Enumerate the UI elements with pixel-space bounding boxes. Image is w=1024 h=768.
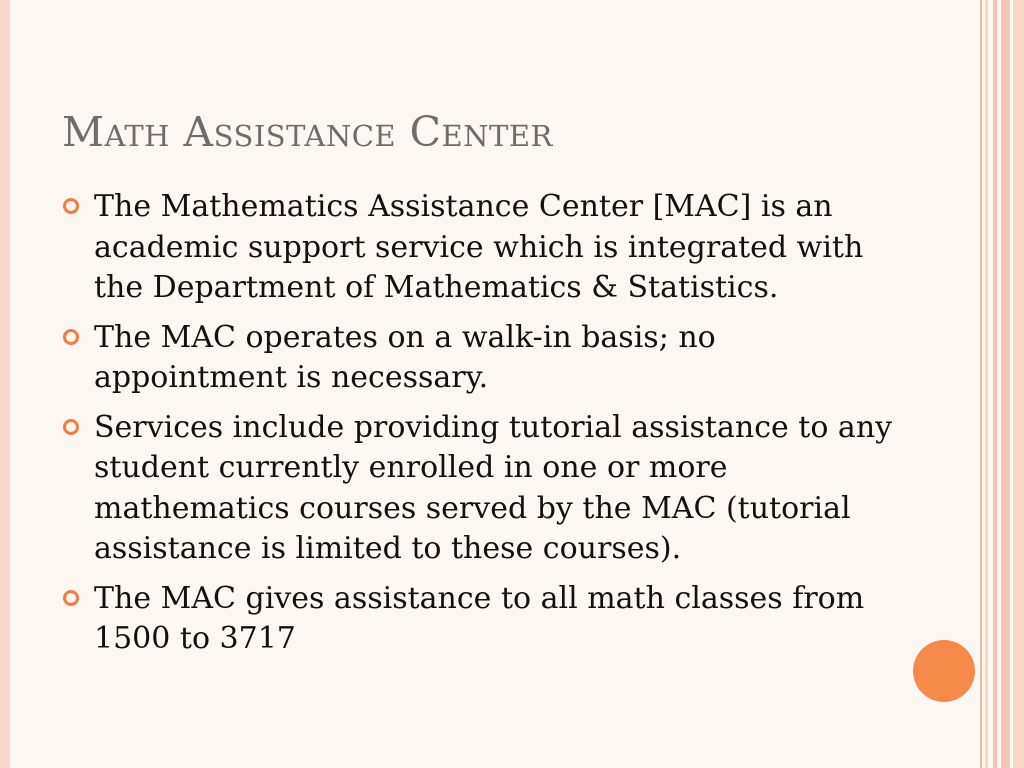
ring-bullet-icon: [63, 590, 79, 606]
orange-circle-icon: [913, 640, 975, 702]
stripe: [985, 0, 988, 768]
bullet-item: [62, 318, 912, 399]
bullet-item: [62, 579, 912, 660]
left-decorative-bar: [0, 0, 10, 768]
bullet-item: [62, 187, 912, 309]
ring-bullet-icon: [63, 329, 79, 345]
bullet-item: [62, 408, 912, 570]
bullet-text: The Mathematics Assistance Center [MAC] is an academic support service which is integrated with the Department of Mathematics & Statistics.: [94, 189, 864, 305]
right-decorative-stripes: [980, 0, 1024, 768]
stripe: [1013, 0, 1024, 768]
bullet-list: [62, 187, 912, 669]
bullet-text: The MAC gives assistance to all math classes from 1500 to 3717: [94, 580, 865, 656]
bullet-text: Services include providing tutorial assistance to any student currently enrolled in one or more mathematics courses served by the MAC (tutorial assistance is limited to these courses).: [94, 409, 893, 566]
stripe: [1001, 0, 1010, 768]
ring-bullet-icon: [63, 198, 79, 214]
stripe: [980, 0, 982, 768]
slide-title: Math Assistance Center: [62, 108, 553, 156]
ring-bullet-icon: [63, 419, 79, 435]
stripe: [993, 0, 997, 768]
bullet-text: The MAC operates on a walk-in basis; no appointment is necessary.: [94, 319, 716, 395]
